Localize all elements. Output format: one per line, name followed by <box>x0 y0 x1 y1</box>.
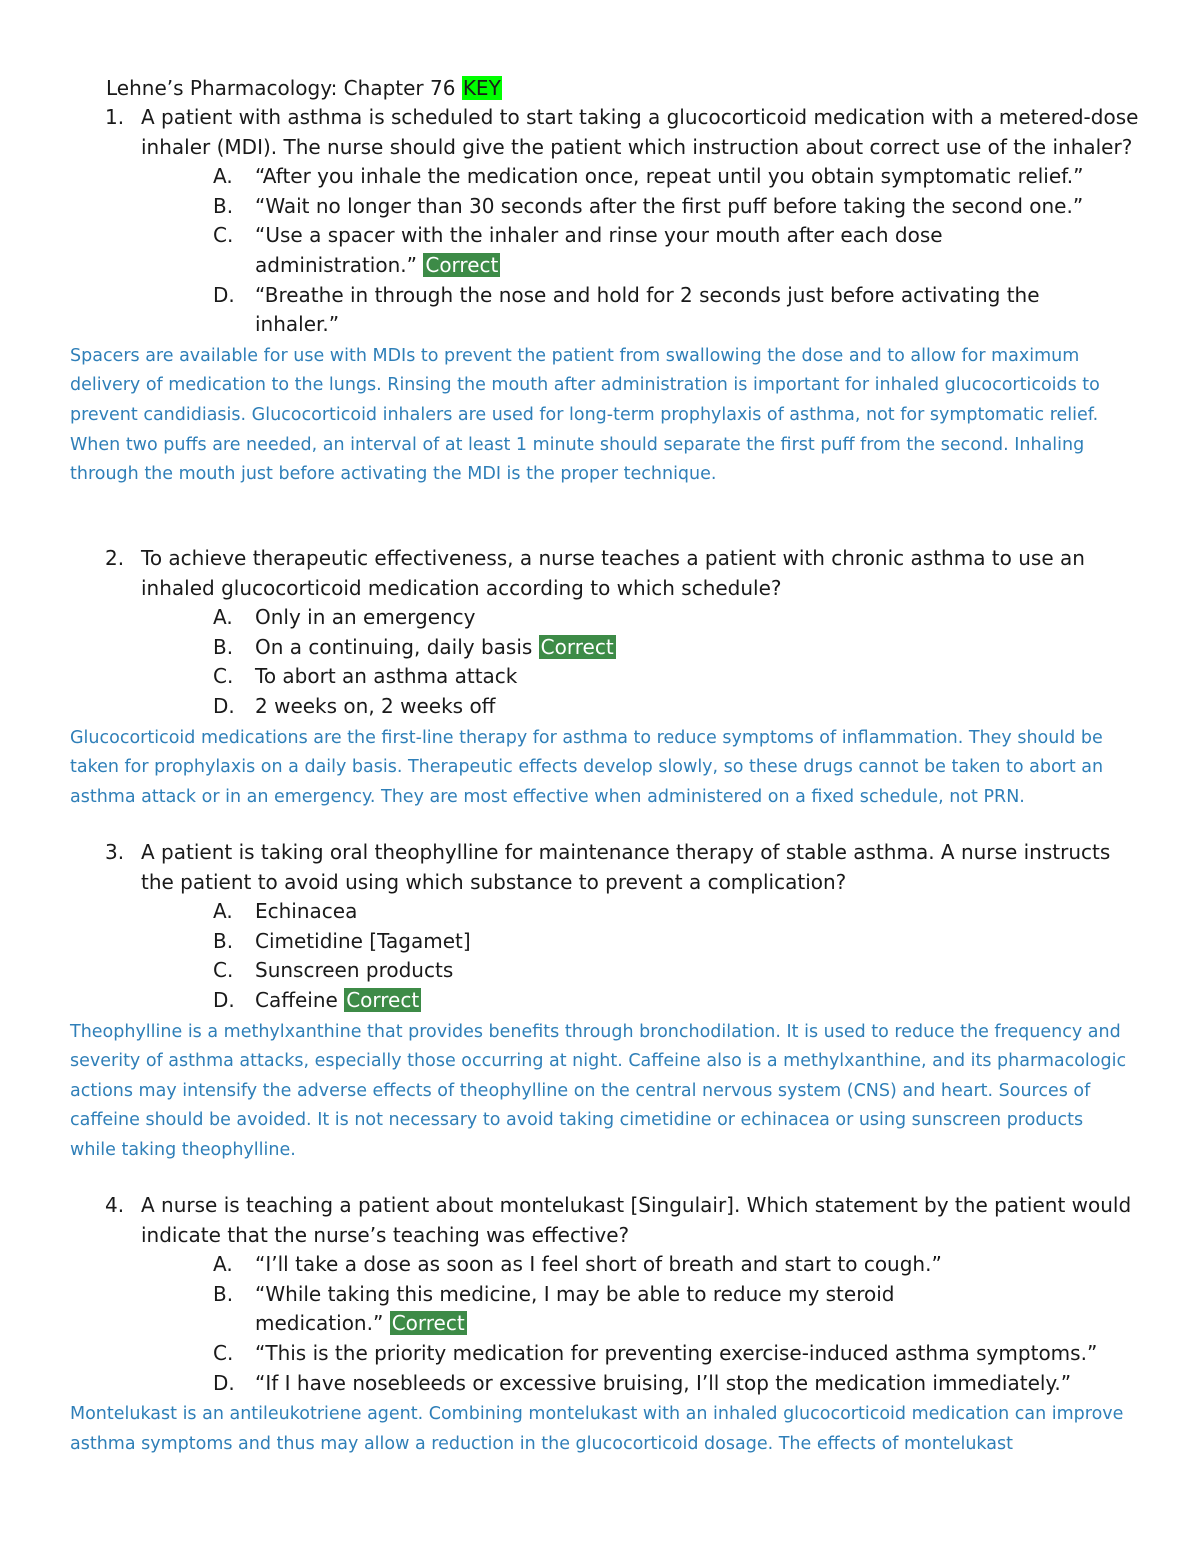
option-letter: B. <box>213 193 234 218</box>
answer-option-a <box>0 603 1200 633</box>
option-text: Echinacea <box>255 899 358 924</box>
question-1 <box>0 103 1200 490</box>
question-stem <box>0 544 1200 603</box>
option-text: Caffeine <box>255 987 338 1012</box>
option-letter: D. <box>213 282 235 307</box>
option-letter: B. <box>213 634 234 659</box>
option-text: “This is the priority medication for preventing exercise-induced asthma symptoms.” <box>255 1340 1098 1365</box>
answer-option-b <box>0 192 1200 222</box>
option-letter: D. <box>213 693 235 718</box>
rationale-text: Spacers are available for use with MDIs to prevent the patient from swallowing the dose and to allow for maximum delivery of medication to the lungs. Rinsing the mouth after administration is important for inhaled glucocorticoids to prevent candidiasis. Glucocorticoid inhalers are used for long-term prophylaxis of asthma, not for symptomatic relief. When two puffs are needed, an interval of at least 1 minute should separate the first puff from the second. Inhaling through the mouth just before activating the MDI is the proper technique. <box>70 345 1100 485</box>
option-letter: A. <box>213 605 233 630</box>
option-letter: B. <box>213 928 234 953</box>
option-text: “Breathe in through the nose and hold for 2 seconds just before activating the inhaler.” <box>255 282 1040 337</box>
option-letter: D. <box>213 1370 235 1395</box>
option-text: 2 weeks on, 2 weeks off <box>255 693 496 718</box>
answer-option-c <box>0 956 1200 986</box>
correct-badge: Correct <box>346 987 420 1012</box>
question-number: 1. <box>105 105 125 129</box>
correct-badge: Correct <box>425 252 499 277</box>
question-number: 4. <box>105 1193 125 1217</box>
answer-option-c <box>0 221 1200 280</box>
option-letter: C. <box>213 958 234 983</box>
answer-option-a <box>0 897 1200 927</box>
correct-badge: Correct <box>540 634 614 659</box>
rationale-text: Montelukast is an antileukotriene agent. Combining montelukast with an inhaled glucocorticoid medication can improve asthma symptoms and thus may allow a reduction in the glucocorticoid dosage. The effects of montelukast <box>70 1404 1124 1454</box>
answer-option-b <box>0 927 1200 957</box>
question-number: 2. <box>105 546 125 570</box>
option-letter: D. <box>213 987 235 1012</box>
answer-options <box>0 1250 1200 1398</box>
question-stem <box>0 1191 1200 1250</box>
key-highlight: KEY <box>462 76 501 100</box>
answer-option-a <box>0 1250 1200 1280</box>
question-text: A patient with asthma is scheduled to start taking a glucocorticoid medication with a metered-dose inhaler (MDI). The nurse should give the patient which instruction about correct use of the inhaler? <box>141 105 1139 159</box>
option-letter: C. <box>213 664 234 689</box>
option-text: “If I have nosebleeds or excessive bruising, I’ll stop the medication immediately.” <box>255 1370 1072 1395</box>
question-stem <box>0 838 1200 897</box>
question-2 <box>0 544 1200 812</box>
question-number: 3. <box>105 840 125 864</box>
answer-options <box>0 897 1200 1015</box>
answer-option-d <box>0 986 1200 1016</box>
title-text: Lehne’s Pharmacology: Chapter 76 <box>106 76 456 100</box>
option-letter: B. <box>213 1281 234 1306</box>
answer-option-b <box>0 1280 1200 1339</box>
option-text: “Wait no longer than 30 seconds after the first puff before taking the second one.” <box>255 193 1084 218</box>
option-text: On a continuing, daily basis <box>255 634 533 659</box>
option-letter: A. <box>213 1252 233 1277</box>
option-text: “I’ll take a dose as soon as I feel short of breath and start to cough.” <box>255 1252 942 1277</box>
option-letter: A. <box>213 164 233 189</box>
question-3 <box>0 838 1200 1166</box>
answer-option-c <box>0 662 1200 692</box>
question-stem <box>0 103 1200 162</box>
answer-option-d <box>0 692 1200 722</box>
answer-option-c <box>0 1339 1200 1369</box>
option-text: Sunscreen products <box>255 958 454 983</box>
answer-option-d <box>0 281 1200 340</box>
answer-option-b <box>0 633 1200 663</box>
option-text: To abort an asthma attack <box>255 664 518 689</box>
option-text: “While taking this medicine, I may be able to reduce my steroid medication.” <box>255 1281 895 1336</box>
question-text: A nurse is teaching a patient about montelukast [Singulair]. Which statement by the patient would indicate that the nurse’s teaching was effective? <box>141 1193 1132 1247</box>
answer-options <box>0 603 1200 721</box>
rationale-text: Glucocorticoid medications are the first-line therapy for asthma to reduce symptoms of inflammation. They should be taken for prophylaxis on a daily basis. Therapeutic effects develop slowly, so these drugs cannot be taken to abort an asthma attack or in an emergency. They are most effective when administered on a fixed schedule, not PRN. <box>70 727 1104 807</box>
correct-badge: Correct <box>391 1311 465 1336</box>
question-text: A patient is taking oral theophylline for maintenance therapy of stable asthma. A nurse instructs the patient to avoid using which substance to prevent a complication? <box>141 840 1111 894</box>
question-4 <box>0 1191 1200 1459</box>
question-text: To achieve therapeutic effectiveness, a nurse teaches a patient with chronic asthma to use an inhaled glucocorticoid medication according to which schedule? <box>141 546 1085 600</box>
option-text: Only in an emergency <box>255 605 476 630</box>
option-letter: A. <box>213 899 233 924</box>
option-letter: C. <box>213 1340 234 1365</box>
rationale-text: Theophylline is a methylxanthine that provides benefits through bronchodilation. It is used to reduce the frequency and severity of asthma attacks, especially those occurring at night. Caffeine also is a methylxanthine, and its pharmacologic actions may intensify the adverse effects of theophylline on the central nervous system (CNS) and heart. Sources of caffeine should be avoided. It is not necessary to avoid taking cimetidine or echinacea or using sunscreen products while taking theophylline. <box>70 1021 1127 1160</box>
option-letter: C. <box>213 223 234 248</box>
answer-option-a <box>0 162 1200 192</box>
option-text: “After you inhale the medication once, repeat until you obtain symptomatic relief.” <box>255 164 1084 189</box>
answer-options <box>0 162 1200 340</box>
answer-option-d <box>0 1369 1200 1399</box>
page-title <box>106 74 502 103</box>
option-text: “Use a spacer with the inhaler and rinse your mouth after each dose administration.” <box>255 223 943 277</box>
option-text: Cimetidine [Tagamet] <box>255 928 471 953</box>
